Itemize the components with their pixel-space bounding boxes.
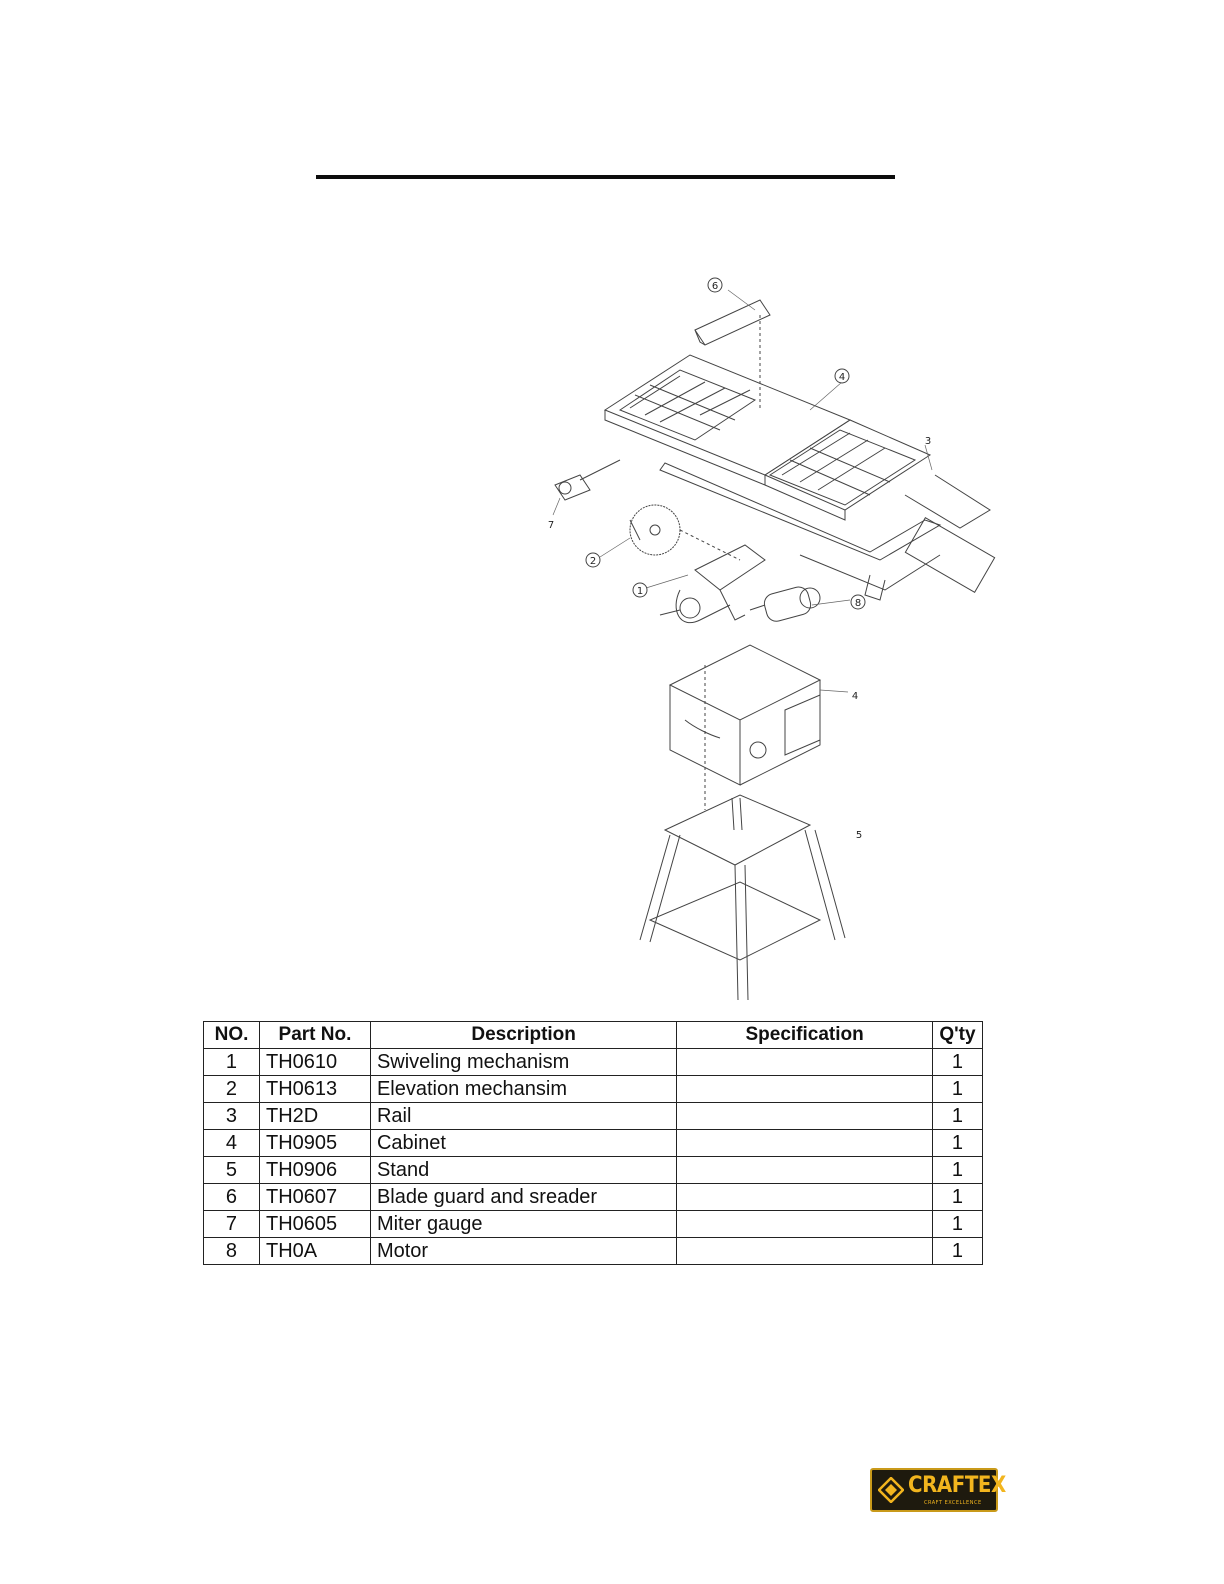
table-row <box>204 1076 983 1103</box>
cell-description: Miter gauge <box>370 1211 676 1238</box>
callout-7: 7 <box>547 520 555 531</box>
cell-specification <box>677 1157 933 1184</box>
cell-no: 6 <box>204 1184 260 1211</box>
miter-gauge-illustration <box>555 460 620 500</box>
callout-4-table: 4 <box>838 372 846 383</box>
cell-no: 8 <box>204 1238 260 1265</box>
cell-part-no: TH0607 <box>259 1184 370 1211</box>
cell-part-no: TH0613 <box>259 1076 370 1103</box>
cell-specification <box>677 1211 933 1238</box>
cell-qty: 1 <box>932 1211 982 1238</box>
cell-description: Cabinet <box>370 1130 676 1157</box>
cell-qty: 1 <box>932 1238 982 1265</box>
cell-qty: 1 <box>932 1130 982 1157</box>
table-row <box>204 1103 983 1130</box>
cell-no: 5 <box>204 1157 260 1184</box>
callout-3: 3 <box>924 436 932 447</box>
cell-description: Elevation mechansim <box>370 1076 676 1103</box>
cell-qty: 1 <box>932 1184 982 1211</box>
table-row <box>204 1184 983 1211</box>
cell-part-no: TH0610 <box>259 1049 370 1076</box>
cell-description: Motor <box>370 1238 676 1265</box>
motor-illustration <box>750 585 820 624</box>
parts-table <box>203 1021 983 1265</box>
callout-2: 2 <box>589 556 597 567</box>
header-no: NO. <box>204 1022 260 1049</box>
rail-illustration <box>660 463 995 600</box>
exploded-parts-diagram <box>520 270 1020 1010</box>
cell-specification <box>677 1184 933 1211</box>
craftex-diamond-icon <box>878 1477 904 1503</box>
cell-specification <box>677 1130 933 1157</box>
stand-illustration <box>640 795 845 1000</box>
cell-part-no: TH0905 <box>259 1130 370 1157</box>
cell-specification <box>677 1049 933 1076</box>
cell-no: 3 <box>204 1103 260 1130</box>
logo-name: CRAFTEX <box>908 1473 1006 1498</box>
callout-1: 1 <box>636 586 644 597</box>
header-specification: Specification <box>677 1022 933 1049</box>
header-rule <box>316 175 895 179</box>
cell-no: 4 <box>204 1130 260 1157</box>
cell-part-no: TH0906 <box>259 1157 370 1184</box>
cell-description: Blade guard and sreader <box>370 1184 676 1211</box>
callout-5: 5 <box>855 830 863 841</box>
table-row <box>204 1211 983 1238</box>
callout-6: 6 <box>711 281 719 292</box>
cell-qty: 1 <box>932 1076 982 1103</box>
cell-specification <box>677 1238 933 1265</box>
cell-part-no: TH2D <box>259 1103 370 1130</box>
cell-description: Stand <box>370 1157 676 1184</box>
cell-description: Rail <box>370 1103 676 1130</box>
header-qty: Q'ty <box>932 1022 982 1049</box>
header-description: Description <box>370 1022 676 1049</box>
cell-no: 7 <box>204 1211 260 1238</box>
blade-guard-illustration <box>695 300 770 410</box>
cell-no: 2 <box>204 1076 260 1103</box>
cell-qty: 1 <box>932 1049 982 1076</box>
saw-blade-illustration <box>630 505 740 560</box>
table-row <box>204 1130 983 1157</box>
cell-part-no: TH0605 <box>259 1211 370 1238</box>
cell-no: 1 <box>204 1049 260 1076</box>
craftex-logo <box>870 1468 1006 1512</box>
table-row <box>204 1049 983 1076</box>
cell-qty: 1 <box>932 1157 982 1184</box>
table-header-row <box>204 1022 983 1049</box>
cell-description: Swiveling mechanism <box>370 1049 676 1076</box>
table-row <box>204 1238 983 1265</box>
header-part-no: Part No. <box>259 1022 370 1049</box>
cell-part-no: TH0A <box>259 1238 370 1265</box>
table-row <box>204 1157 983 1184</box>
logo-tagline: CRAFT EXCELLENCE <box>924 1500 982 1506</box>
table-top-illustration <box>605 355 930 520</box>
callout-4-cabinet: 4 <box>851 691 859 702</box>
callout-8: 8 <box>854 598 862 609</box>
cell-specification <box>677 1103 933 1130</box>
cabinet-illustration <box>670 645 820 810</box>
cell-qty: 1 <box>932 1103 982 1130</box>
cell-specification <box>677 1076 933 1103</box>
swivel-mechanism-illustration <box>660 545 765 623</box>
